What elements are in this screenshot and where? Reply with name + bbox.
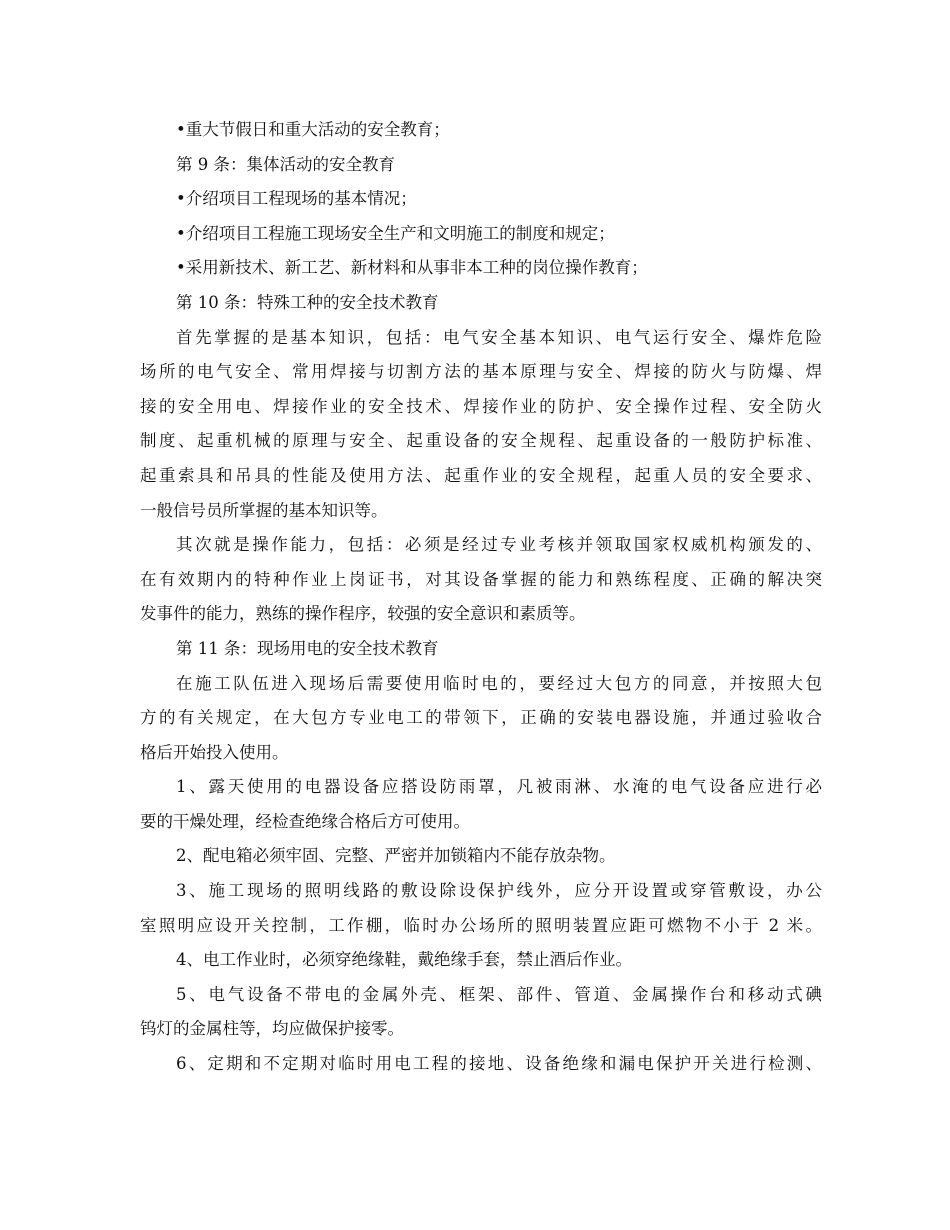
text-line: 钨灯的金属柱等，均应做保护接零。	[140, 1019, 404, 1039]
text-line: 发事件的能力，熟练的操作程序，较强的安全意识和素质等。	[140, 604, 586, 624]
text-line: 制度、起重机械的原理与安全、起重设备的安全规程、起重设备的一般防护标准、	[140, 431, 822, 451]
text-line: 1、露天使用的电器设备应搭设防雨罩，凡被雨淋、水淹的电气设备应进行必	[176, 777, 822, 797]
text-line: 6、定期和不定期对临时用电工程的接地、设备绝缘和漏电保护开关进行检测、	[176, 1054, 822, 1074]
text-line: •采用新技术、新工艺、新材料和从事非本工种的岗位操作教育；	[176, 258, 648, 278]
text-line: 在有效期内的特种作业上岗证书，对其设备掌握的能力和熟练程度、正确的解决突	[140, 569, 822, 589]
text-line: •重大节假日和重大活动的安全教育；	[176, 120, 450, 139]
text-line: 2、配电箱必须牢固、完整、严密并加锁箱内不能存放杂物。	[176, 846, 616, 866]
text-line: 5、电气设备不带电的金属外壳、框架、部件、管道、金属操作台和移动式碘	[176, 984, 822, 1004]
text-line: •介绍项目工程现场的基本情况；	[176, 189, 417, 209]
text-line: 接的安全用电、焊接作业的安全技术、焊接作业的防护、安全操作过程、安全防火	[140, 396, 822, 416]
text-line: •介绍项目工程施工现场安全生产和文明施工的制度和规定；	[176, 223, 615, 243]
text-line: 第 10 条：特殊工种的安全技术教育	[176, 292, 439, 312]
document-body	[140, 113, 822, 1082]
text-line: 在施工队伍进入现场后需要使用临时电的，要经过大包方的同意，并按照大包	[176, 673, 822, 693]
text-line: 场所的电气安全、常用焊接与切割方法的基本原理与安全、焊接的防火与防爆、焊	[140, 362, 822, 382]
text-line: 第 11 条：现场用电的安全技术教育	[176, 638, 439, 658]
text-line: 要的干燥处理，经检查绝缘合格后方可使用。	[140, 811, 470, 831]
text-line: 室照明应设开关控制，工作棚，临时办公场所的照明装置应距可燃物不小于 2 米。	[140, 915, 822, 935]
text-line: 首先掌握的是基本知识，包括：电气安全基本知识、电气运行安全、爆炸危险	[176, 327, 822, 347]
text-line: 方的有关规定，在大包方专业电工的带领下，正确的安装电器设施，并通过验收合	[140, 708, 822, 728]
text-line: 其次就是操作能力，包括：必须是经过专业考核并领取国家权威机构颁发的、	[176, 535, 822, 555]
text-line: 一般信号员所掌握的基本知识等。	[140, 500, 388, 520]
text-line: 4、电工作业时，必须穿绝缘鞋，戴绝缘手套，禁止酒后作业。	[176, 950, 632, 970]
text-line: 3、施工现场的照明线路的敷设除设保护线外，应分开设置或穿管敷设，办公	[176, 881, 822, 901]
text-line: 第 9 条：集体活动的安全教育	[176, 154, 395, 174]
text-line: 格后开始投入使用。	[140, 742, 289, 762]
text-line: 起重索具和吊具的性能及使用方法、起重作业的安全规程，起重人员的安全要求、	[140, 465, 822, 485]
